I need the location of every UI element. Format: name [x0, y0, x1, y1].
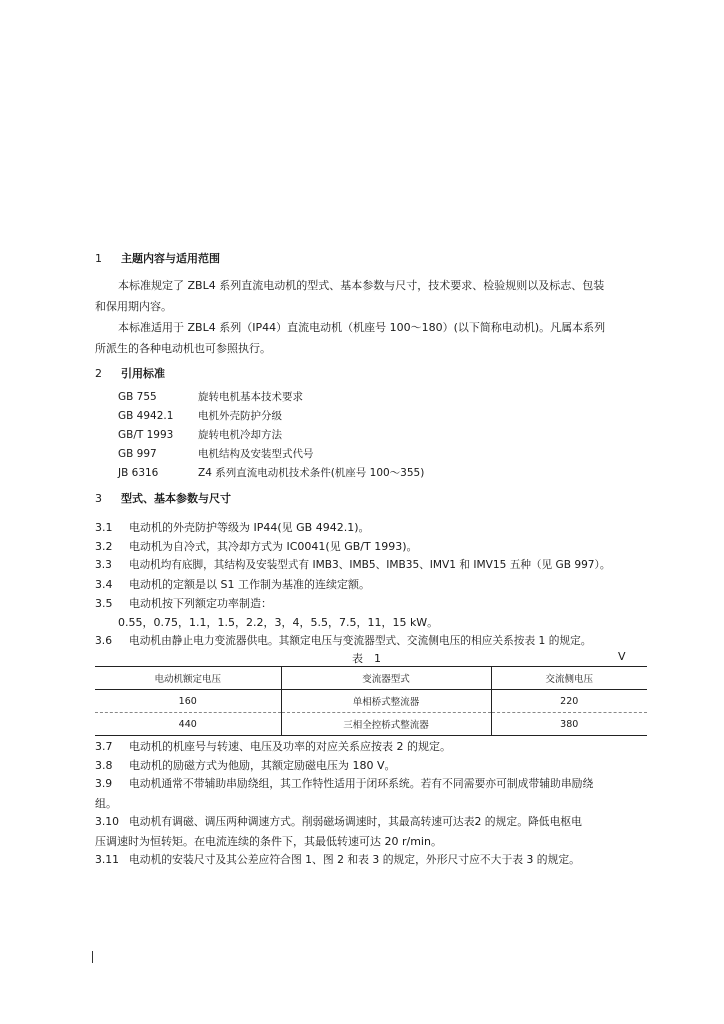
clause-number: 3.4	[95, 578, 113, 591]
section-1-para-2-line-1: 本标准适用于 ZBL4 系列（IP44）直流电动机（机座号 100～180）(以下简称电动机)。凡属本系列	[118, 321, 606, 334]
section-title: 主题内容与适用范围	[121, 252, 220, 265]
clause-text: 电动机有调磁、调压两种调速方式。削弱磁场调速时，其最高转速可达表2 的规定。降低电枢电	[129, 815, 582, 828]
section-title: 引用标准	[121, 367, 165, 380]
clause-number: 3.10	[95, 815, 120, 828]
clause-number: 3.6	[95, 634, 112, 647]
clause-number: 3.11	[95, 853, 120, 866]
table-cell: 三相全控桥式整流器	[281, 713, 491, 736]
section-number: 3	[95, 492, 102, 505]
section-1-para-1-line-1: 本标准规定了 ZBL4 系列直流电动机的型式、基本参数与尺寸，技术要求、检验规则以及标志、包装	[118, 279, 605, 292]
reference-item	[118, 465, 424, 480]
clause-number: 3.3	[95, 559, 112, 571]
table-row	[95, 690, 647, 713]
clause-text: 电动机通常不带辅助串励绕组，其工作特性适用于闭环系统。若有不同需要亦可制成带辅助串励绕	[129, 777, 594, 790]
reference-title: 电机结构及安装型式代号	[198, 448, 314, 460]
clause-text: 电动机的励磁方式为他励，其额定励磁电压为 180 V。	[129, 759, 396, 772]
clause-number: 3.8	[95, 759, 113, 772]
clause-text: 电动机的定额是以 S1 工作制为基准的连续定额。	[129, 578, 370, 591]
reference-title: 旋转电机基本技术要求	[198, 391, 303, 403]
clause-3-1	[95, 519, 370, 535]
page-edge-mark	[92, 951, 93, 963]
clause-text: 电动机的安装尺寸及其公差应符合图 1、图 2 和表 3 的规定，外形尺寸应不大于表 3 的规定。	[129, 853, 580, 866]
section-3-heading	[95, 490, 231, 506]
clause-3-8	[95, 757, 396, 773]
clause-3-7	[95, 738, 451, 754]
section-number: 2	[95, 367, 102, 380]
table-caption: 表 1	[352, 652, 381, 665]
table-unit: V	[618, 650, 626, 663]
table-row	[95, 713, 647, 736]
clause-text: 电动机均有底脚，其结构及安装型式有 IMB3、IMB5、IMB35、IMV1 和 IMV15 五种（见 GB 997）。	[129, 559, 611, 571]
reference-title: Z4 系列直流电动机技术条件(机座号 100～355)	[198, 467, 425, 479]
table-cell: 440	[178, 718, 197, 730]
clause-3-3	[95, 557, 610, 572]
reference-code: JB 6316	[118, 467, 159, 479]
reference-item	[118, 446, 314, 461]
reference-code: GB 997	[118, 448, 157, 460]
section-1-heading	[95, 250, 220, 266]
clause-3-10	[95, 814, 582, 829]
clause-3-5	[95, 595, 272, 611]
clause-text: 电动机的机座号与转速、电压及功率的对应关系应按表 2 的规定。	[129, 740, 451, 753]
reference-code: GB 4942.1	[118, 410, 174, 422]
clause-number: 3.1	[95, 521, 113, 534]
clause-3-6	[95, 633, 591, 648]
reference-item	[118, 408, 282, 423]
clause-number: 3.7	[95, 740, 113, 753]
clause-text: 电动机由静止电力变流器供电。其额定电压与变流器型式、交流侧电压的相应关系按表 1 的规定。	[129, 634, 592, 647]
table-header-row	[95, 667, 647, 690]
section-2-heading	[95, 365, 165, 381]
table-cell: 380	[491, 713, 647, 736]
clause-3-4	[95, 576, 370, 592]
power-ratings-list: 0.55，0.75，1.1，1.5，2.2，3，4，5.5，7.5，11，15 kW。	[118, 616, 439, 629]
voltage-table	[95, 666, 647, 736]
clause-3-10-continuation: 压调速时为恒转矩。在电流连续的条件下，其最低转速可达 20 r/min。	[95, 835, 442, 848]
section-1-para-2-line-2: 所派生的各种电动机也可参照执行。	[95, 342, 271, 355]
section-title: 型式、基本参数与尺寸	[121, 492, 231, 505]
reference-item	[118, 427, 282, 442]
reference-code: GB 755	[118, 391, 157, 403]
table-cell: 220	[491, 690, 647, 713]
reference-title: 电机外壳防护分级	[198, 410, 282, 422]
reference-item	[118, 389, 303, 404]
table-header-cell: 变流器型式	[281, 667, 491, 690]
table-header-cell: 交流侧电压	[491, 667, 647, 690]
table-cell: 单相桥式整流器	[281, 690, 491, 713]
clause-number: 3.2	[95, 540, 113, 553]
table-cell: 160	[178, 695, 197, 707]
section-number: 1	[95, 252, 102, 265]
reference-code: GB/T 1993	[118, 429, 174, 441]
clause-number: 3.9	[95, 777, 113, 790]
clause-3-9	[95, 776, 593, 791]
clause-text: 电动机按下列额定功率制造：	[129, 597, 272, 610]
clause-number: 3.5	[95, 597, 113, 610]
clause-text: 电动机的外壳防护等级为 IP44(见 GB 4942.1)。	[129, 521, 370, 534]
clause-3-9-continuation: 组。	[95, 797, 117, 810]
table-header-cell: 电动机额定电压	[154, 674, 221, 685]
reference-title: 旋转电机冷却方法	[198, 429, 282, 441]
clause-text: 电动机为自冷式，其冷却方式为 IC0041(见 GB/T 1993)。	[129, 540, 418, 553]
clause-3-2	[95, 538, 417, 554]
clause-3-11	[95, 852, 580, 867]
section-1-para-1-line-2: 和保用期内容。	[95, 300, 172, 313]
